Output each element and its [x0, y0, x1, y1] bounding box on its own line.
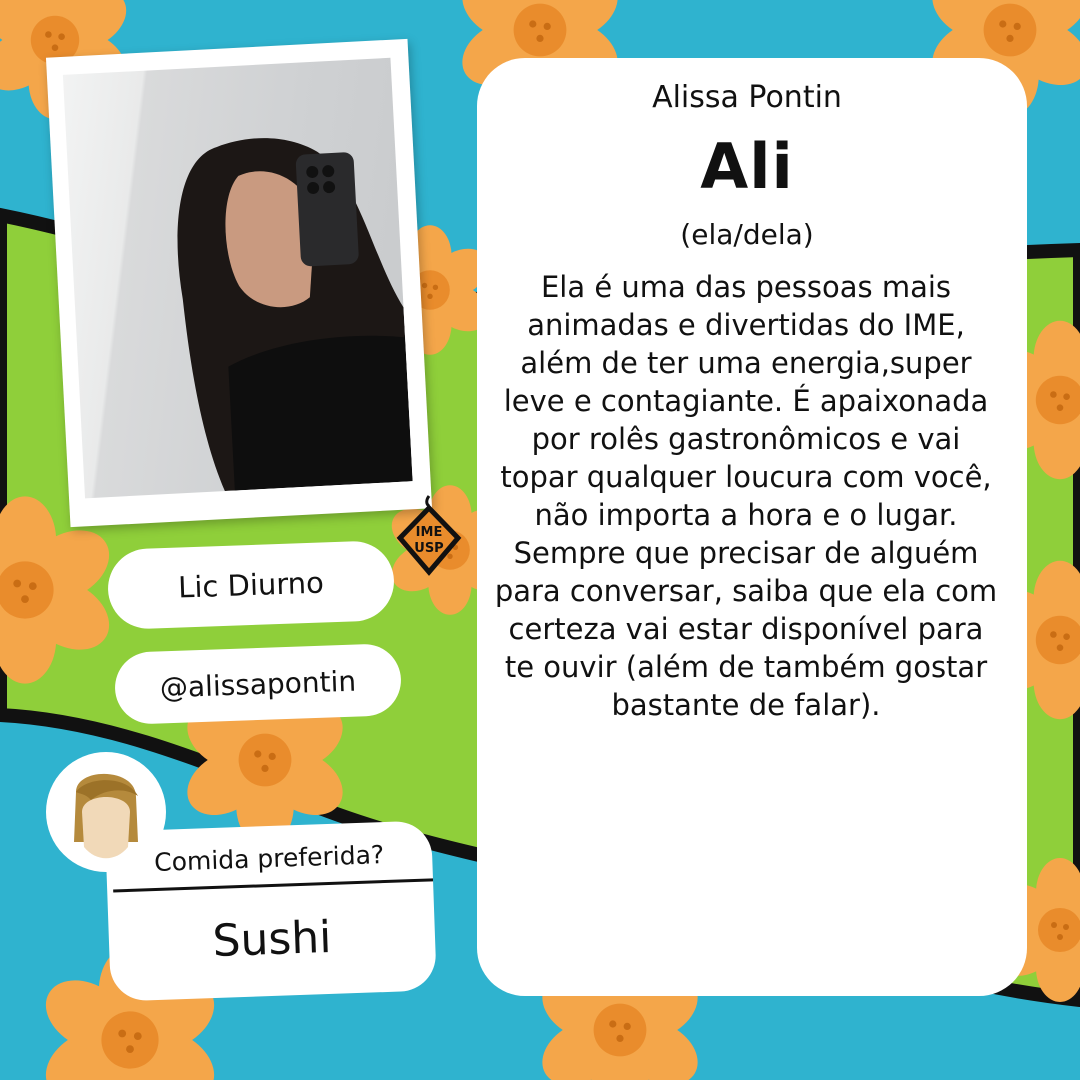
divider: [113, 878, 433, 892]
favorite-food-question: Comida preferida?: [153, 840, 385, 878]
bio-card: [477, 58, 1027, 996]
person-photo-icon: [63, 58, 413, 499]
bio-text: Ela é uma das pessoas mais animadas e divertidas do IME, além de ter uma energia,super leve e contagiante. É apaixonada por rolês gastronômicos e vai topar qualquer loucura com você, não importa a hora e o lugar. Sempre que precisar de alguém para conversar, saiba que ela com certeza vai estar disponível para te ouvir (além de também gostar bastante de falar).: [494, 270, 998, 722]
avatar-icon: [46, 752, 166, 872]
full-name: Alissa Pontin: [652, 80, 842, 115]
logo-text-ime: IME: [415, 525, 443, 540]
nickname: Ali: [700, 130, 794, 203]
logo-text-usp: USP: [414, 541, 444, 556]
course-pill: Lic Diurno: [107, 540, 396, 630]
avatar: [46, 752, 166, 872]
favorite-food-card: [105, 820, 437, 1001]
favorite-food-answer: Sushi: [211, 911, 333, 968]
instagram-handle: @alissapontin: [114, 643, 402, 725]
profile-photo: [63, 58, 413, 499]
pronouns: (ela/dela): [680, 218, 814, 251]
profile-photo-frame: [46, 39, 432, 527]
ime-usp-logo-icon: [396, 492, 462, 578]
